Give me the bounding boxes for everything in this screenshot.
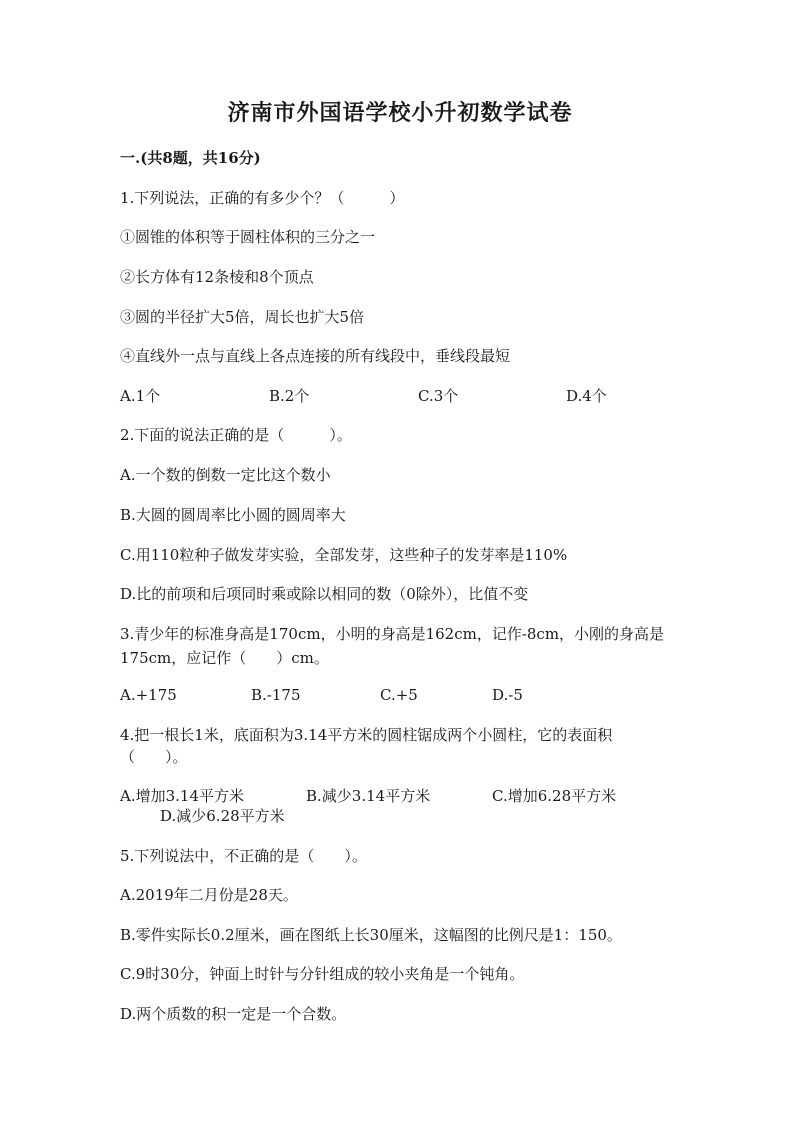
q5-option-b: B.零件实际长0.2厘米，画在图纸上长30厘米，这幅图的比例尺是1：150。 bbox=[120, 926, 622, 944]
q1-statement-4: ④直线外一点与直线上各点连接的所有线段中，垂线段最短 bbox=[120, 347, 511, 365]
q5-option-d: D.两个质数的积一定是一个合数。 bbox=[120, 1005, 347, 1023]
q4-option-a: A.增加3.14平方米 bbox=[120, 787, 244, 805]
q2-option-a: A.一个数的倒数一定比这个数小 bbox=[120, 466, 331, 484]
q1-statement-3: ③圆的半径扩大5倍，周长也扩大5倍 bbox=[120, 308, 365, 326]
exam-title: 济南市外国语学校小升初数学试卷 bbox=[227, 100, 573, 126]
q1-option-b: B.2个 bbox=[269, 387, 310, 405]
q3-option-c: C.+5 bbox=[380, 686, 418, 704]
q3-option-d: D.-5 bbox=[492, 686, 523, 704]
q5-option-a: A.2019年二月份是28天。 bbox=[120, 886, 298, 904]
section-heading: 一.(共8题，共16分) bbox=[120, 149, 261, 167]
question-4-stem-line-2: （ ）。 bbox=[120, 748, 188, 766]
q2-option-c: C.用110粒种子做发芽实验，全部发芽，这些种子的发芽率是110% bbox=[120, 546, 568, 564]
q1-option-d: D.4个 bbox=[566, 387, 607, 405]
q1-statement-2: ②长方体有12条棱和8个顶点 bbox=[120, 268, 314, 286]
q1-statement-1: ①圆锥的体积等于圆柱体积的三分之一 bbox=[120, 228, 376, 246]
q1-option-a: A.1个 bbox=[120, 387, 161, 405]
question-2-stem: 2.下面的说法正确的是（ ）。 bbox=[120, 426, 352, 444]
q5-option-c: C.9时30分，钟面上时针与分针组成的较小夹角是一个钝角。 bbox=[120, 965, 525, 983]
q2-option-d: D.比的前项和后项同时乘或除以相同的数（0除外），比值不变 bbox=[120, 585, 529, 603]
q4-option-c: C.增加6.28平方米 bbox=[492, 787, 617, 805]
q1-option-c: C.3个 bbox=[418, 387, 459, 405]
question-3-stem-line-2: 175cm，应记作（ ）cm。 bbox=[120, 649, 329, 667]
q2-option-b: B.大圆的圆周率比小圆的圆周率大 bbox=[120, 506, 346, 524]
q3-option-b: B.-175 bbox=[251, 686, 301, 704]
question-5-stem: 5.下列说法中，不正确的是（ ）。 bbox=[120, 847, 367, 865]
question-4-stem-line-1: 4.把一根长1米，底面积为3.14平方米的圆柱锯成两个小圆柱，它的表面积 bbox=[120, 726, 613, 744]
q4-option-d: D.减少6.28平方米 bbox=[160, 807, 285, 825]
q3-option-a: A.+175 bbox=[120, 686, 177, 704]
q4-option-b: B.减少3.14平方米 bbox=[306, 787, 431, 805]
question-1-stem: 1.下列说法，正确的有多少个？（ ） bbox=[120, 189, 405, 207]
question-3-stem-line-1: 3.青少年的标准身高是170cm，小明的身高是162cm，记作-8cm，小刚的身高是 bbox=[120, 625, 665, 643]
